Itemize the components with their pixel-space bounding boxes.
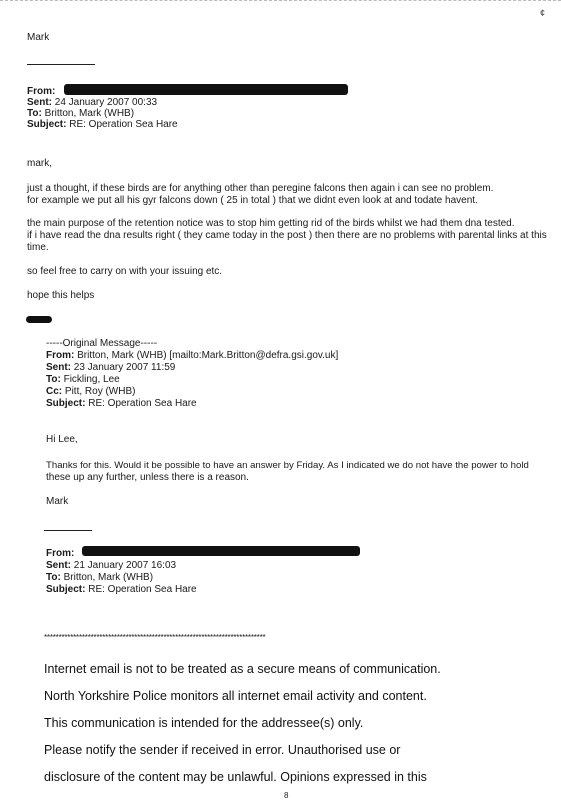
original-body-line: these up any further, unless there is a reason. [46,472,249,483]
email1-signoff: Mark [27,32,50,43]
corner-handwritten-mark: ¢ [540,8,546,18]
email1-subject: Subject: RE: Operation Sea Hare [27,119,178,130]
email1-body-line: if i have read the dna results right ( they came today in the post ) then there are no problems with parental links at this [27,230,547,241]
signature-separator [44,530,92,531]
disclaimer-star-line: **************************************************************************** [44,633,266,642]
disclaimer-line: Internet email is not to be treated as a secure means of communication. [44,662,441,676]
page-number: 8 [284,791,289,800]
original-to: To: Fickling, Lee [46,374,120,385]
redaction-bar [82,546,360,556]
scan-edge-artifact [0,0,561,7]
original-from: From: Britton, Mark (WHB) [mailto:Mark.Britton@defra.gsi.gov.uk] [46,350,339,361]
redaction-bar [64,84,348,95]
email3-subject: Subject: RE: Operation Sea Hare [46,584,197,595]
disclaimer-line: Please notify the sender if received in error. Unauthorised use or [44,743,401,757]
disclaimer-line: This communication is intended for the addressee(s) only. [44,716,364,730]
original-body-line: Thanks for this. Would it be possible to have an answer by Friday. As I indicated we do not have the power to hold [46,460,529,471]
redacted-signature [26,316,52,323]
email3-sent: Sent: 21 January 2007 16:03 [46,560,177,571]
disclaimer-line: North Yorkshire Police monitors all internet email activity and content. [44,689,427,703]
original-cc: Cc: Pitt, Roy (WHB) [46,386,136,397]
email3-to: To: Britton, Mark (WHB) [46,572,154,583]
email1-body-line: for example we put all his gyr falcons down ( 25 in total ) that we didnt even look at and todate havent. [27,195,478,206]
email1-body-line: hope this helps [27,290,95,301]
email1-to: To: Britton, Mark (WHB) [27,108,135,119]
email3-from-label: From: [46,548,75,559]
original-greeting: Hi Lee, [46,434,78,445]
disclaimer-line: disclosure of the content may be unlawful. Opinions expressed in this [44,770,427,784]
email1-body-line: time. [27,242,49,253]
email1-sent: Sent: 24 January 2007 00:33 [27,97,158,108]
email1-body-line: just a thought, if these birds are for anything other than peregine falcons then again i can see no problem. [27,183,494,194]
email1-body-line: the main purpose of the retention notice was to stop him getting rid of the birds whilst we had them dna tested. [27,218,515,229]
original-sent: Sent: 23 January 2007 11:59 [46,362,176,373]
original-signoff: Mark [46,496,69,507]
signature-separator [27,64,95,65]
email1-body-line: so feel free to carry on with your issuing etc. [27,266,223,277]
email1-from-label: From: [27,86,56,97]
original-message-header: -----Original Message----- [46,338,158,349]
original-subject: Subject: RE: Operation Sea Hare [46,398,197,409]
email1-greeting: mark, [27,158,52,169]
